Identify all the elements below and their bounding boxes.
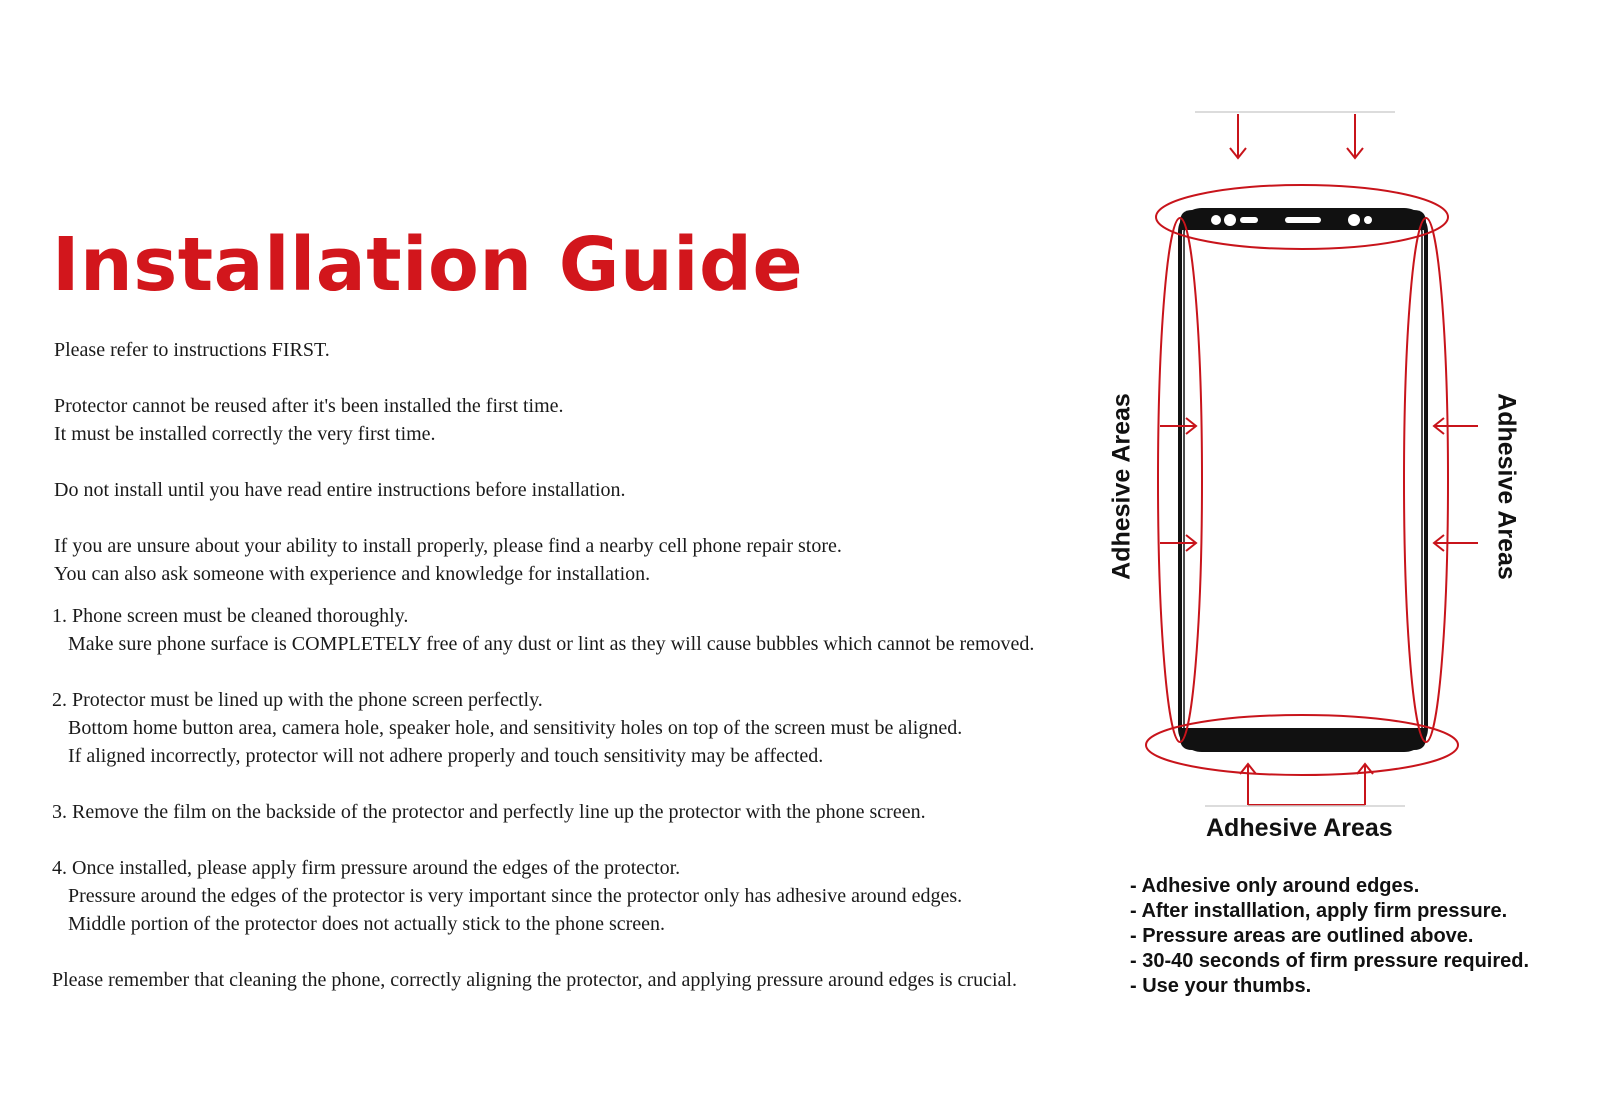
intro-line: If you are unsure about your ability to install properly, please find a nearby cell phone repair store.: [54, 535, 842, 557]
list-item: - Use your thumbs.: [1130, 974, 1529, 999]
intro-line: Do not install until you have read entire instructions before installation.: [54, 479, 626, 501]
intro-line: You can also ask someone with experience and knowledge for installation.: [54, 563, 651, 585]
step-detail: Bottom home button area, camera hole, speaker hole, and sensitivity holes on top of the screen must be aligned.: [68, 717, 963, 739]
step-detail: Middle portion of the protector does not actually stick to the phone screen.: [68, 913, 666, 935]
step-heading: 1. Phone screen must be cleaned thoroughly.: [52, 605, 409, 627]
bottom-adhesive-label: Adhesive Areas: [1206, 814, 1393, 842]
step-detail: Make sure phone surface is COMPLETELY free of any dust or lint as they will cause bubbles which cannot be removed.: [68, 633, 1035, 655]
list-item: - 30-40 seconds of firm pressure required.: [1130, 949, 1529, 974]
list-item: - Pressure areas are outlined above.: [1130, 924, 1529, 949]
intro-line: It must be installed correctly the very first time.: [54, 423, 436, 445]
intro-line: Protector cannot be reused after it's been installed the first time.: [54, 395, 564, 417]
left-adhesive-label: Adhesive Areas: [1107, 393, 1136, 580]
right-adhesive-label: Adhesive Areas: [1492, 393, 1521, 580]
closing-note: Please remember that cleaning the phone, correctly aligning the protector, and applying pressure around edges is crucial.: [52, 969, 1017, 991]
list-item: - Adhesive only around edges.: [1130, 874, 1529, 899]
step-heading: 4. Once installed, please apply firm pressure around the edges of the protector.: [52, 857, 681, 879]
list-item: - After installlation, apply firm pressure.: [1130, 899, 1529, 924]
page-title: Installation Guide: [52, 222, 804, 308]
adhesive-outlines: [1146, 185, 1458, 775]
intro-line: Please refer to instructions FIRST.: [54, 339, 330, 361]
notes-list: [1130, 874, 1529, 999]
phone-outline: [1180, 210, 1426, 750]
step-heading: 2. Protector must be lined up with the phone screen perfectly.: [52, 689, 543, 711]
step-detail: If aligned incorrectly, protector will not adhere properly and touch sensitivity may be affected.: [68, 745, 824, 767]
step-heading: 3. Remove the film on the backside of the protector and perfectly line up the protector with the phone screen.: [52, 801, 926, 823]
phone-bottom-bezel: [1180, 728, 1426, 750]
step-detail: Pressure around the edges of the protector is very important since the protector only has adhesive around edges.: [68, 885, 963, 907]
